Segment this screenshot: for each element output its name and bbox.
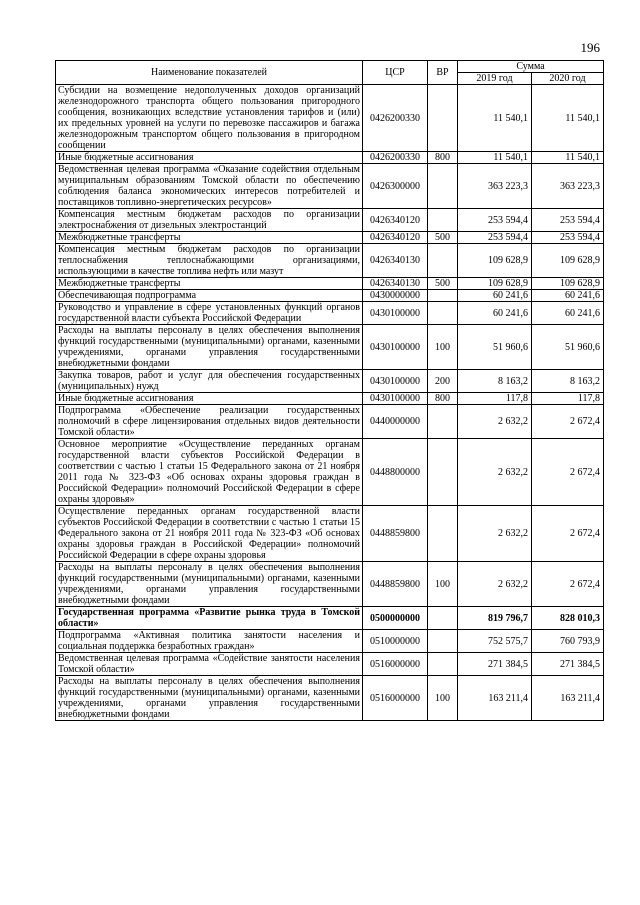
header-csr: ЦСР [363,61,428,85]
row-2020: 109 628,9 [532,244,604,278]
row-vr: 500 [428,232,458,244]
row-csr: 0500000000 [363,607,428,630]
row-vr: 500 [428,278,458,290]
table-row [56,630,604,653]
row-name: Ведомственная целевая программа «Содействие занятости населения Томской области» [56,653,363,676]
row-2019: 2 632,2 [458,405,532,439]
table-row [56,370,604,393]
row-name: Руководство и управление в сфере установленных функций органов государственной власти субъекта Российской Федерации [56,302,363,325]
row-2019: 2 632,2 [458,439,532,506]
row-name: Компенсация местным бюджетам расходов по организации электроснабжения от дизельных электростанций [56,209,363,232]
row-2019: 2 632,2 [458,506,532,562]
row-name: Расходы на выплаты персоналу в целях обеспечения выполнения функций государственными (муниципальными) органами, казенными учреждениями, органами управления государственными внебюджетными фондами [56,325,363,370]
row-name: Межбюджетные трансферты [56,278,363,290]
row-vr [428,506,458,562]
row-vr [428,164,458,209]
row-2019: 253 594,4 [458,209,532,232]
row-name: Подпрограмма «Обеспечение реализации государственных полномочий в сфере лицензирования отдельных видов деятельности Томской области» [56,405,363,439]
row-name: Подпрограмма «Активная политика занятости населения и социальная поддержка безработных граждан» [56,630,363,653]
row-2019: 109 628,9 [458,278,532,290]
table-row [56,676,604,721]
row-2020: 271 384,5 [532,653,604,676]
row-2020: 2 672,4 [532,506,604,562]
row-2019: 11 540,1 [458,85,532,152]
row-2020: 828 010,3 [532,607,604,630]
row-csr: 0448859800 [363,506,428,562]
row-vr [428,439,458,506]
table-row [56,653,604,676]
row-2020: 2 672,4 [532,405,604,439]
row-name: Субсидии на возмещение недополученных доходов организаций железнодорожного транспорта общего пользования пригородного сообщения, возникающих вследствие установления тарифов и (или) их предельных уровней на услуги по перевозке пассажиров и багажа железнодорожным транспортом общего пользования в пригородном сообщении [56,85,363,152]
row-vr [428,630,458,653]
row-vr [428,85,458,152]
row-2020: 760 793,9 [532,630,604,653]
row-csr: 0426340130 [363,278,428,290]
row-csr: 0430100000 [363,302,428,325]
table-row [56,152,604,164]
row-csr: 0426200330 [363,152,428,164]
row-2019: 2 632,2 [458,562,532,607]
row-vr [428,290,458,302]
table-row [56,209,604,232]
row-vr: 800 [428,152,458,164]
row-csr: 0516000000 [363,653,428,676]
row-csr: 0426340130 [363,244,428,278]
row-csr: 0430000000 [363,290,428,302]
row-name: Ведомственная целевая программа «Оказание содействия отдельным муниципальным образованиям Томской области по обеспечению соблюдения баланса экономических интересов потребителей и поставщиков топливно-энергетических ресурсов» [56,164,363,209]
row-csr: 0448800000 [363,439,428,506]
table-row [56,302,604,325]
row-name: Государственная программа «Развитие рынка труда в Томской области» [56,607,363,630]
row-name: Иные бюджетные ассигнования [56,393,363,405]
header-vr: ВР [428,61,458,85]
row-2019: 8 163,2 [458,370,532,393]
row-vr [428,653,458,676]
row-name: Межбюджетные трансферты [56,232,363,244]
header-name: Наименование показателей [56,61,363,85]
table-row [56,393,604,405]
row-name: Компенсация местным бюджетам расходов по организации теплоснабжения теплоснабжающими организациями, использующими в качестве топлива нефть или мазут [56,244,363,278]
table-row [56,607,604,630]
row-2020: 2 672,4 [532,562,604,607]
header-2020: 2020 год [532,73,604,85]
row-csr: 0430100000 [363,325,428,370]
row-2020: 117,8 [532,393,604,405]
row-csr: 0426300000 [363,164,428,209]
row-csr: 0426200330 [363,85,428,152]
row-2019: 60 241,6 [458,302,532,325]
budget-table [55,60,604,721]
row-csr: 0430100000 [363,370,428,393]
row-csr: 0430100000 [363,393,428,405]
row-vr: 100 [428,325,458,370]
table-row [56,244,604,278]
row-2019: 752 575,7 [458,630,532,653]
row-2020: 253 594,4 [532,209,604,232]
table-row [56,506,604,562]
row-name: Основное мероприятие «Осуществление переданных органам государственной власти субъектов Российской Федерации в соответствии с частью 1 статьи 15 Федерального закона от 21 ноября 2011 года № 323-ФЗ «Об основах охраны здоровья граждан в Российской Федерации» полномочий Российской Федерации в сфере охраны здоровья» [56,439,363,506]
header-2019: 2019 год [458,73,532,85]
row-2019: 51 960,6 [458,325,532,370]
row-2019: 163 211,4 [458,676,532,721]
row-name: Закупка товаров, работ и услуг для обеспечения государственных (муниципальных) нужд [56,370,363,393]
table-row [56,439,604,506]
row-vr: 200 [428,370,458,393]
row-2020: 2 672,4 [532,439,604,506]
row-2020: 253 594,4 [532,232,604,244]
row-csr: 0440000000 [363,405,428,439]
page-number: 196 [580,40,600,55]
row-vr [428,244,458,278]
row-2019: 271 384,5 [458,653,532,676]
row-2019: 117,8 [458,393,532,405]
row-2019: 253 594,4 [458,232,532,244]
row-2019: 109 628,9 [458,244,532,278]
row-2020: 11 540,1 [532,85,604,152]
row-vr [428,405,458,439]
header-sum: Сумма [458,61,604,73]
row-csr: 0448859800 [363,562,428,607]
row-name: Расходы на выплаты персоналу в целях обеспечения выполнения функций государственными (муниципальными) органами, казенными учреждениями, органами управления государственными внебюджетными фондами [56,676,363,721]
row-csr: 0516000000 [363,676,428,721]
row-2019: 11 540,1 [458,152,532,164]
row-vr: 100 [428,562,458,607]
table-row [56,232,604,244]
row-2020: 60 241,6 [532,290,604,302]
table-row [56,562,604,607]
table-row [56,405,604,439]
row-2020: 109 628,9 [532,278,604,290]
row-2020: 51 960,6 [532,325,604,370]
row-2019: 819 796,7 [458,607,532,630]
row-name: Расходы на выплаты персоналу в целях обеспечения выполнения функций государственными (муниципальными) органами, казенными учреждениями, органами управления государственными внебюджетными фондами [56,562,363,607]
table-row [56,164,604,209]
row-2020: 163 211,4 [532,676,604,721]
table-row [56,290,604,302]
row-name: Осуществление переданных органам государственной власти субъектов Российской Федерации в соответствии с частью 1 статьи 15 Федерального закона от 21 ноября 2011 года № 323-ФЗ «Об основах охраны здоровья граждан в Российской Федерации» полномочий Российской Федерации в сфере охраны здоровья [56,506,363,562]
row-vr [428,302,458,325]
row-csr: 0510000000 [363,630,428,653]
row-2020: 11 540,1 [532,152,604,164]
row-vr [428,209,458,232]
row-name: Обеспечивающая подпрограмма [56,290,363,302]
table-row [56,278,604,290]
row-name: Иные бюджетные ассигнования [56,152,363,164]
table-row [56,325,604,370]
row-2019: 60 241,6 [458,290,532,302]
row-vr [428,607,458,630]
row-2020: 8 163,2 [532,370,604,393]
row-2020: 363 223,3 [532,164,604,209]
row-2019: 363 223,3 [458,164,532,209]
row-2020: 60 241,6 [532,302,604,325]
table-row [56,85,604,152]
row-csr: 0426340120 [363,232,428,244]
row-csr: 0426340120 [363,209,428,232]
row-vr: 800 [428,393,458,405]
row-vr: 100 [428,676,458,721]
